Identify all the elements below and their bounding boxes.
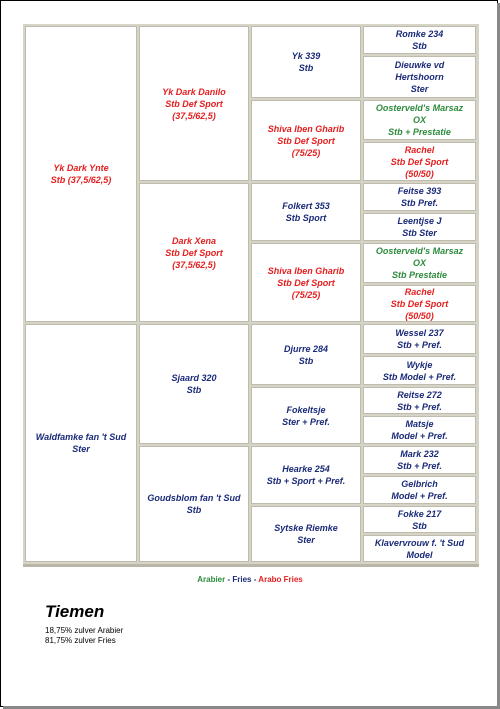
- pedigree-line: Stb: [412, 520, 427, 531]
- pedigree-line: Stb + Sport + Pref.: [266, 476, 346, 486]
- pedigree-line: Reitse 272: [397, 389, 442, 400]
- pedigree-line: (75/25): [291, 289, 321, 300]
- pedigree-line: Wessel 237: [395, 328, 444, 338]
- pedigree-line: (37,5/62,5): [172, 110, 216, 121]
- pedigree-line: Ster: [72, 444, 90, 454]
- pedigree-line: Model + Pref.: [391, 431, 448, 441]
- pedigree-g1-1: [25, 324, 137, 562]
- pedigree-g3-2: [251, 183, 361, 241]
- pedigree-line: Stb Def Sport: [277, 135, 335, 146]
- pedigree-g4-3: [363, 142, 476, 181]
- pedigree-line: Djurre 284: [283, 343, 329, 354]
- pedigree-g4-2: [363, 100, 476, 140]
- pedigree-table: [23, 24, 479, 567]
- legend-sep-1: -: [225, 575, 233, 584]
- pedigree-line: Feitse 393: [397, 186, 442, 196]
- pedigree-g3-1: [251, 100, 361, 181]
- pedigree-line: Stb + Prestatie: [388, 127, 451, 137]
- pedigree-g2-0: [139, 26, 249, 181]
- pedigree-line: Model + Pref.: [391, 491, 448, 501]
- pedigree-line: Shiva Iben Gharib: [267, 123, 345, 134]
- pedigree-line: Oosterveld's Marsaz: [375, 103, 464, 113]
- pedigree-line: Stb Sport: [285, 213, 327, 223]
- pedigree-line: Model: [406, 549, 433, 560]
- pedigree-line: Stb Def Sport: [390, 156, 449, 167]
- legend-arabo-fries: Arabo Fries: [258, 575, 303, 584]
- pedigree-line: Stb: [186, 385, 202, 395]
- pedigree-g3-4: [251, 324, 361, 385]
- pedigree-line: (50/50): [405, 310, 434, 321]
- pedigree-g2-3: [139, 446, 249, 562]
- legend-arab: Arabier: [197, 575, 226, 584]
- pedigree-line: Mark 232: [400, 449, 439, 459]
- pedigree-line: Hearke 254: [282, 464, 330, 474]
- pedigree-line: Rachel: [404, 144, 435, 155]
- pedigree-g4-11: [363, 416, 476, 444]
- pedigree-line: Fokke 217: [397, 508, 442, 519]
- pedigree-line: Stb Def Sport: [165, 247, 223, 258]
- pedigree-line: Waldfamke fan 't Sud: [35, 432, 127, 442]
- pedigree-line: Stb: [298, 355, 314, 366]
- pedigree-g4-10: [363, 387, 476, 414]
- pedigree-g3-3: [251, 243, 361, 322]
- percent-fries: 81,75% zulver Fries: [45, 636, 116, 645]
- pedigree-g4-12: [363, 446, 476, 474]
- pedigree-line: Stb Def Sport: [165, 98, 223, 109]
- pedigree-line: Klavervrouw f. 't Sud: [374, 537, 465, 548]
- pedigree-line: Romke 234: [395, 29, 444, 39]
- pedigree-g4-1: [363, 56, 476, 98]
- pedigree-g3-6: [251, 446, 361, 504]
- pedigree-line: OX: [412, 115, 426, 125]
- pedigree-line: Oosterveld's Marsaz: [375, 246, 464, 256]
- pedigree-g4-8: [363, 324, 476, 354]
- pedigree-g4-15: [363, 535, 476, 562]
- pedigree-g4-0: [363, 26, 476, 54]
- pedigree-g4-7: [363, 285, 476, 322]
- pedigree-g1-0: [25, 26, 137, 322]
- pedigree-line: Sjaard 320: [171, 373, 217, 383]
- legend-fries: Fries: [232, 575, 252, 584]
- pedigree-line: Matsje: [405, 419, 434, 429]
- pedigree-line: Stb (37,5/62,5): [50, 175, 112, 185]
- pedigree-line: Stb Ster: [402, 228, 437, 238]
- pedigree-g3-7: [251, 506, 361, 562]
- pedigree-line: Stb Prestatie: [391, 270, 448, 280]
- pedigree-g2-1: [139, 183, 249, 322]
- pedigree-line: Sytske Riemke: [274, 523, 338, 533]
- pedigree-line: Stb + Pref.: [397, 340, 442, 350]
- pedigree-line: Stb: [186, 505, 202, 515]
- pedigree-line: Goudsblom fan 't Sud: [147, 493, 241, 503]
- pedigree-line: Hertshoorn: [395, 72, 444, 82]
- pedigree-line: Stb Def Sport: [277, 277, 335, 288]
- pedigree-line: Gelbrich: [401, 479, 438, 489]
- pedigree-line: Yk Dark Danilo: [162, 86, 226, 97]
- pedigree-line: Stb Pref.: [400, 198, 438, 208]
- pedigree-line: Fokeltsje: [286, 404, 326, 415]
- pedigree-g4-6: [363, 243, 476, 283]
- pedigree-line: Ster: [410, 84, 429, 94]
- legend-sep-2: -: [251, 575, 259, 584]
- pedigree-line: Ster: [297, 535, 315, 545]
- pedigree-line: Stb Model + Pref.: [382, 371, 457, 382]
- pedigree-line: (75/25): [291, 147, 321, 158]
- pedigree-g4-13: [363, 476, 476, 504]
- pedigree-g3-5: [251, 387, 361, 444]
- percent-arab: 18,75% zulver Arabier: [45, 626, 124, 635]
- pedigree-line: (50/50): [405, 168, 434, 179]
- pedigree-line: Folkert 353: [282, 201, 330, 211]
- pedigree-g3-0: [251, 26, 361, 98]
- pedigree-g4-4: [363, 183, 476, 211]
- pedigree-line: Dieuwke vd: [394, 60, 445, 70]
- pedigree-g2-2: [139, 324, 249, 444]
- pedigree-line: Stb: [412, 41, 427, 51]
- pedigree-line: Yk 339: [291, 51, 321, 61]
- pedigree-line: Stb Def Sport: [390, 298, 449, 309]
- pedigree-line: Rachel: [404, 286, 435, 297]
- pedigree-line: OX: [412, 258, 426, 268]
- pedigree-line: Shiva Iben Gharib: [267, 265, 345, 276]
- pedigree-line: Wykje: [406, 359, 433, 370]
- pedigree-line: Stb + Pref.: [397, 401, 442, 412]
- pedigree-line: Yk Dark Ynte: [53, 163, 109, 173]
- color-legend: [0, 575, 500, 584]
- pedigree-g4-9: [363, 356, 476, 385]
- pedigree-line: Stb + Pref.: [397, 461, 442, 471]
- pedigree-g4-5: [363, 213, 476, 241]
- pedigree-line: Leentjse J: [397, 216, 442, 226]
- pedigree-line: Ster + Pref.: [282, 416, 330, 427]
- pedigree-g4-14: [363, 506, 476, 533]
- horse-name: Tiemen: [45, 602, 105, 621]
- pedigree-line: Dark Xena: [171, 235, 217, 246]
- pedigree-line: (37,5/62,5): [172, 259, 216, 270]
- pedigree-line: Stb: [298, 63, 314, 73]
